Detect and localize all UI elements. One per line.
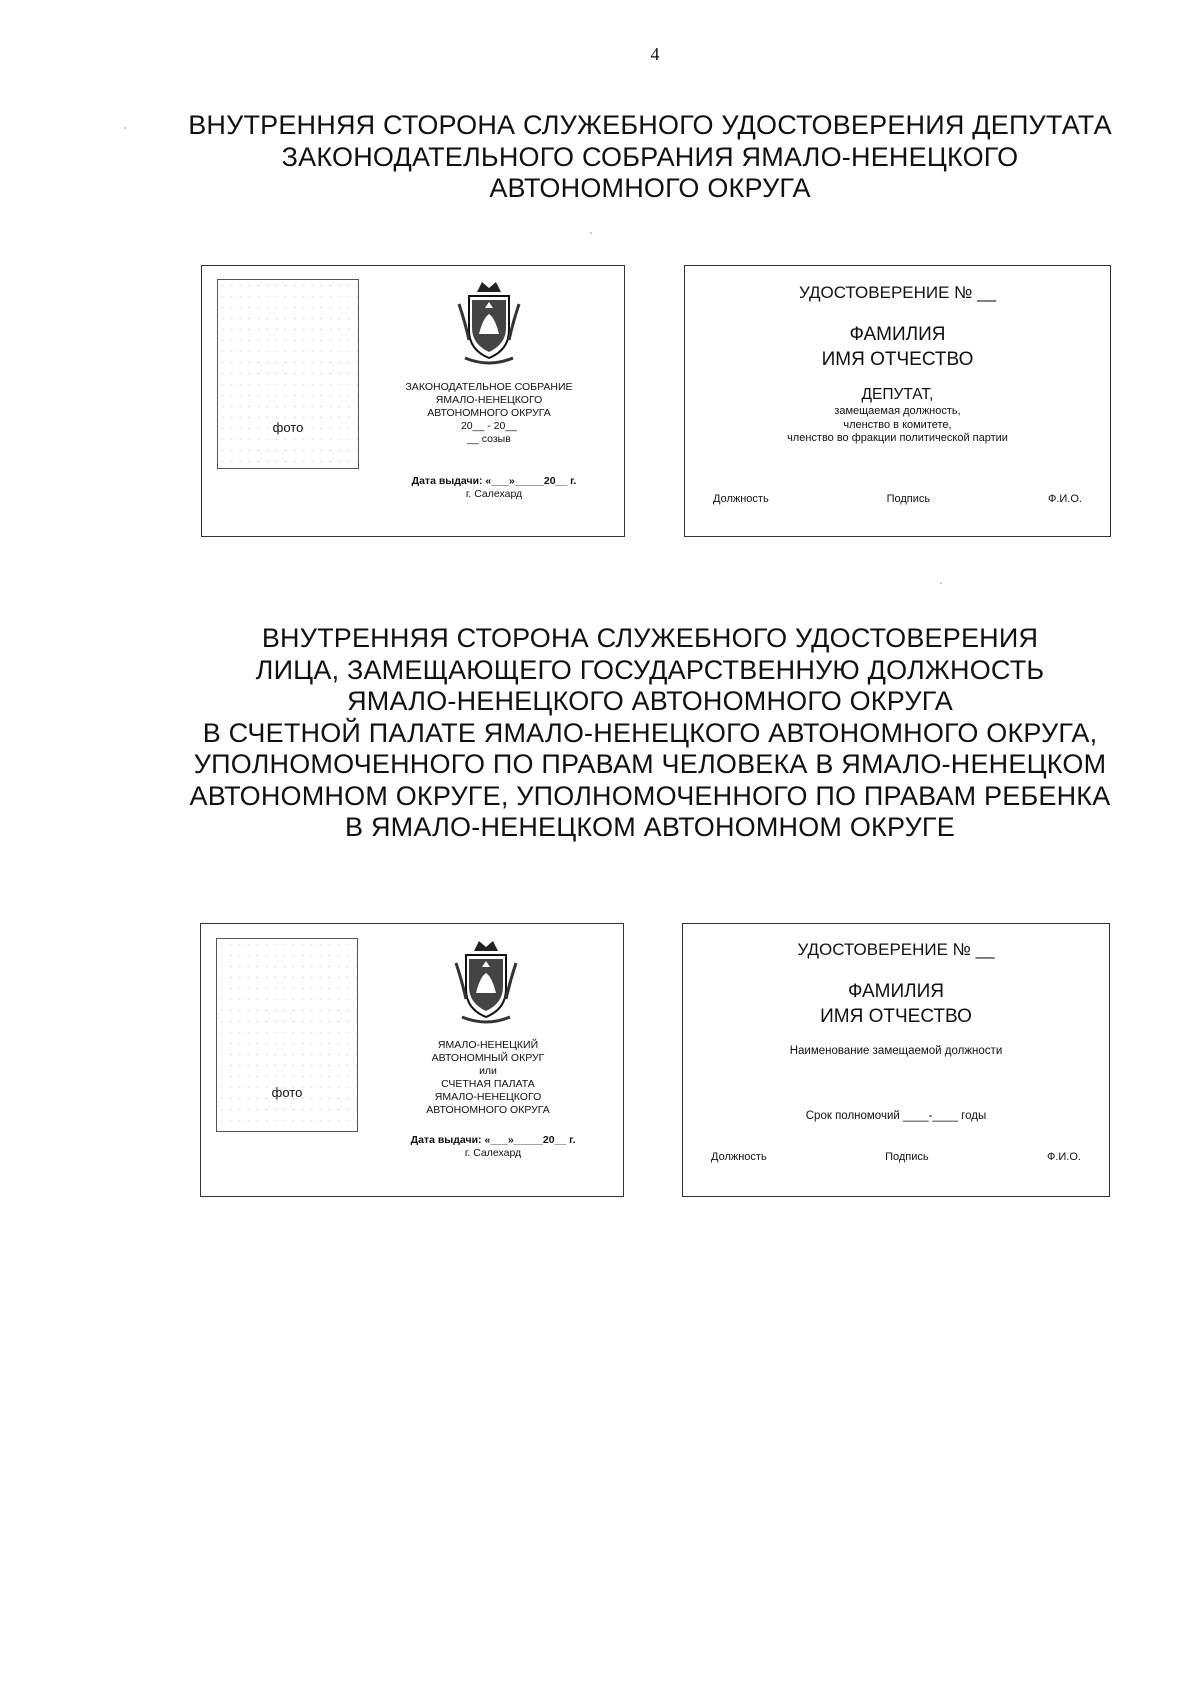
org-name-block: [364, 381, 614, 446]
org-line: или: [479, 1065, 497, 1077]
section-2-title-line: ВНУТРЕННЯЯ СТОРОНА СЛУЖЕБНОГО УДОСТОВЕРЕНИЯ: [261, 623, 1039, 653]
signature-position: Должность: [711, 1151, 767, 1163]
issue-date-block: [364, 475, 624, 501]
surname: ФАМИЛИЯ: [849, 324, 946, 345]
org-line: АВТОНОМНЫЙ ОКРУГ: [431, 1052, 545, 1064]
org-line: ЯМАЛО-НЕНЕЦКОГО: [434, 1091, 542, 1103]
issue-date: Дата выдачи: «___»_____20__ г.: [410, 1134, 576, 1146]
coat-of-arms-icon: [452, 937, 520, 1027]
given-names: ИМЯ ОТЧЕСТВО: [820, 1006, 972, 1027]
org-name-block: [363, 1039, 613, 1117]
role-line: членство в комитете,: [843, 418, 952, 431]
section-2-title-line: В ЯМАЛО-НЕНЕЦКОМ АВТОНОМНОМ ОКРУГЕ: [345, 812, 955, 842]
issue-date-block: [363, 1134, 623, 1160]
term-of-office: Срок полномочий ____-____ годы: [805, 1110, 987, 1122]
org-line: АВТОНОМНОГО ОКРУГА: [426, 1104, 550, 1116]
section-2-title: [160, 623, 1140, 844]
photo-label: фото: [271, 1085, 303, 1100]
official-card-left: [200, 923, 624, 1197]
coat-of-arms-icon: [455, 278, 523, 368]
section-2-title-line: ЛИЦА, ЗАМЕЩАЮЩЕГО ГОСУДАРСТВЕННУЮ ДОЛЖНОСТЬ: [255, 654, 1045, 685]
issue-city: г. Салехард: [465, 488, 523, 500]
deputy-card-left: [201, 265, 625, 537]
holder-name: [683, 979, 1109, 1029]
org-line: АВТОНОМНОГО ОКРУГА: [427, 407, 551, 419]
convocation-number: __ созыв: [467, 433, 511, 445]
section-2-title-line: АВТОНОМНОМ ОКРУГЕ, УПОЛНОМОЧЕННОГО ПО ПРАВАМ РЕБЕНКА: [189, 780, 1111, 811]
official-card-right: [682, 923, 1110, 1197]
section-2-title-line: В СЧЕТНОЙ ПАЛАТЕ ЯМАЛО-НЕНЕЦКОГО АВТОНОМНОГО ОКРУГА,: [202, 717, 1098, 748]
signature-fio: Ф.И.О.: [1046, 1151, 1081, 1163]
signature-sign: Подпись: [885, 1151, 929, 1163]
signature-sign: Подпись: [886, 493, 931, 505]
role-line: замещаемая должность,: [834, 405, 961, 417]
role-title: ДЕПУТАТ,: [861, 386, 934, 403]
photo-label: фото: [272, 420, 304, 435]
convocation-years: 20__ - 20__: [460, 420, 518, 432]
scan-speck: [590, 232, 592, 234]
page-number: 4: [650, 44, 660, 64]
org-line: СЧЕТНАЯ ПАЛАТА: [441, 1078, 535, 1090]
scan-speck: [940, 582, 942, 584]
signature-row: [713, 493, 1082, 505]
signature-fio: Ф.И.О.: [1047, 493, 1082, 505]
certificate-number: УДОСТОВЕРЕНИЕ № __: [797, 940, 995, 959]
position-name: Наименование замещаемой должности: [789, 1045, 1003, 1057]
certificate-number: УДОСТОВЕРЕНИЕ № __: [798, 283, 997, 302]
issue-date: Дата выдачи: «___»_____20__ г.: [411, 475, 577, 487]
given-names: ИМЯ ОТЧЕСТВО: [821, 349, 974, 370]
section-1-title: [160, 110, 1140, 205]
org-line: ЯМАЛО-НЕНЕЦКОГО: [435, 394, 543, 406]
signature-row: [711, 1151, 1081, 1163]
role-block: [685, 385, 1110, 446]
org-line: ЗАКОНОДАТЕЛЬНОЕ СОБРАНИЕ: [405, 381, 573, 393]
section-1-title-line: АВТОНОМНОГО ОКРУГА: [489, 173, 811, 203]
org-line: ЯМАЛО-НЕНЕЦКИЙ: [437, 1039, 539, 1051]
scan-speck: [124, 127, 126, 129]
section-2-title-line: УПОЛНОМОЧЕННОГО ПО ПРАВАМ ЧЕЛОВЕКА В ЯМАЛО-НЕНЕЦКОМ: [193, 749, 1107, 779]
section-2-title-line: ЯМАЛО-НЕНЕЦКОГО АВТОНОМНОГО ОКРУГА: [347, 686, 953, 716]
section-1-title-line: ВНУТРЕННЯЯ СТОРОНА СЛУЖЕБНОГО УДОСТОВЕРЕНИЯ ДЕПУТАТА: [188, 110, 1112, 140]
holder-name: [685, 322, 1110, 372]
photo-placeholder: [217, 279, 359, 469]
role-line: членство во фракции политической партии: [787, 432, 1008, 444]
deputy-card-right: [684, 265, 1111, 537]
photo-placeholder: [216, 938, 358, 1132]
surname: ФАМИЛИЯ: [847, 981, 945, 1002]
section-1-title-line: ЗАКОНОДАТЕЛЬНОГО СОБРАНИЯ ЯМАЛО-НЕНЕЦКОГО: [281, 141, 1019, 172]
signature-position: Должность: [713, 493, 769, 505]
issue-city: г. Салехард: [464, 1147, 522, 1159]
